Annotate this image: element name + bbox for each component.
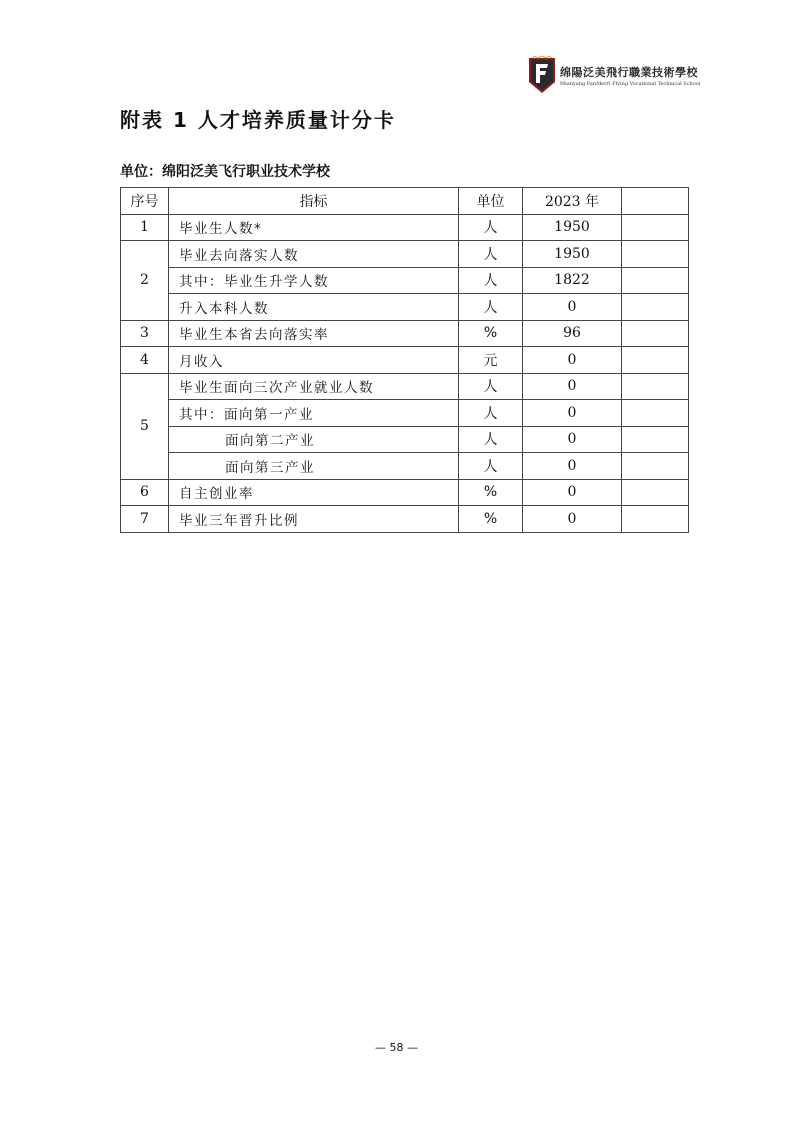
table-row (121, 506, 689, 533)
table-row (121, 320, 689, 347)
row-indicator: 其中：毕业生升学人数 (169, 267, 459, 294)
row-unit: % (459, 506, 523, 533)
row-no: 5 (121, 373, 169, 479)
row-unit: 人 (459, 214, 523, 241)
row-extra (622, 453, 689, 480)
row-indicator: 月收入 (169, 347, 459, 374)
row-no: 3 (121, 320, 169, 347)
school-name-cn: 绵陽泛美飛行職業技術學校 (560, 65, 698, 79)
table-row (121, 479, 689, 506)
row-value: 0 (523, 294, 622, 321)
table-row (121, 453, 689, 480)
row-indicator: 其中：面向第一产业 (169, 400, 459, 427)
school-logo (528, 56, 700, 94)
page-title: 附表 1 人才培养质量计分卡 (120, 108, 396, 132)
row-value: 0 (523, 373, 622, 400)
row-extra (622, 241, 689, 268)
row-value: 0 (523, 400, 622, 427)
row-value: 1822 (523, 267, 622, 294)
unit-line: 单位：绵阳泛美飞行职业技术学校 (120, 164, 330, 180)
row-no: 7 (121, 506, 169, 533)
row-value: 0 (523, 506, 622, 533)
row-unit: % (459, 479, 523, 506)
table-row (121, 347, 689, 374)
row-extra (622, 373, 689, 400)
row-unit: 人 (459, 294, 523, 321)
table-row (121, 241, 689, 268)
header-no: 序号 (121, 188, 169, 215)
row-unit: 人 (459, 426, 523, 453)
row-extra (622, 294, 689, 321)
row-value: 0 (523, 426, 622, 453)
row-value: 0 (523, 479, 622, 506)
row-unit: % (459, 320, 523, 347)
page-number: — 58 — (375, 1041, 418, 1054)
row-value: 1950 (523, 241, 622, 268)
row-indicator: 毕业生本省去向落实率 (169, 320, 459, 347)
row-value: 1950 (523, 214, 622, 241)
row-unit: 人 (459, 400, 523, 427)
row-extra (622, 214, 689, 241)
row-unit: 元 (459, 347, 523, 374)
school-emblem-icon (528, 56, 556, 94)
row-extra (622, 320, 689, 347)
table-row (121, 214, 689, 241)
header-blank (622, 188, 689, 215)
table-header-row (121, 188, 689, 215)
table-row (121, 294, 689, 321)
scorecard-table (120, 187, 689, 533)
header-unit: 单位 (459, 188, 523, 215)
row-no: 6 (121, 479, 169, 506)
row-unit: 人 (459, 241, 523, 268)
header-indicator: 指标 (169, 188, 459, 215)
row-no: 1 (121, 214, 169, 241)
school-name-en: Mianyang FanMerri Flying Vocational Technical School (560, 80, 701, 87)
row-indicator: 自主创业率 (169, 479, 459, 506)
row-value: 0 (523, 453, 622, 480)
row-no: 4 (121, 347, 169, 374)
table-row (121, 373, 689, 400)
row-extra (622, 267, 689, 294)
row-indicator: 升入本科人数 (169, 294, 459, 321)
header-year: 2023 年 (523, 188, 622, 215)
row-extra (622, 479, 689, 506)
row-indicator: 面向第三产业 (169, 453, 459, 480)
row-no: 2 (121, 241, 169, 321)
row-value: 0 (523, 347, 622, 374)
row-indicator: 毕业三年晋升比例 (169, 506, 459, 533)
row-indicator: 毕业生面向三次产业就业人数 (169, 373, 459, 400)
table-row (121, 267, 689, 294)
table-row (121, 426, 689, 453)
row-indicator: 毕业生人数* (169, 214, 459, 241)
row-extra (622, 400, 689, 427)
row-unit: 人 (459, 267, 523, 294)
row-extra (622, 347, 689, 374)
row-indicator: 毕业去向落实人数 (169, 241, 459, 268)
table-row (121, 400, 689, 427)
row-unit: 人 (459, 453, 523, 480)
row-unit: 人 (459, 373, 523, 400)
row-indicator: 面向第二产业 (169, 426, 459, 453)
row-extra (622, 426, 689, 453)
row-value: 96 (523, 320, 622, 347)
row-extra (622, 506, 689, 533)
